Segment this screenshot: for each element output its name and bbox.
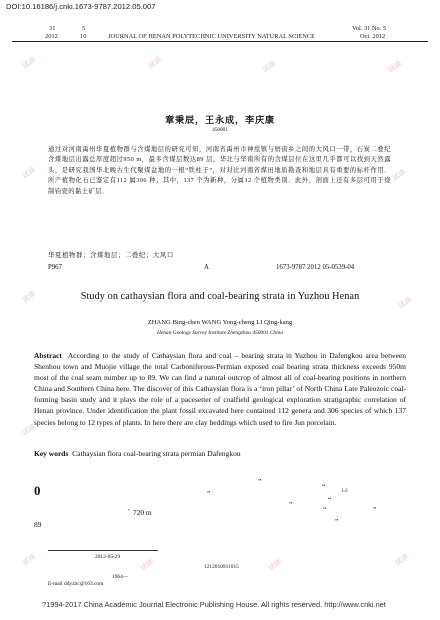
body-quote-mark: ” <box>207 489 211 498</box>
en-title: Study on cathaysian flora and coal-bearing strata in Yuzhou Henan <box>80 291 360 302</box>
watermark: 试读 <box>138 557 156 573</box>
header-month-cn: 10 <box>80 33 87 40</box>
watermark: 试读 <box>20 165 38 181</box>
body-citation-superscript: 1-2 <box>341 489 348 494</box>
body-quote-mark: “ <box>322 482 326 491</box>
journal-name: JOURNAL OF HENAN POLYTECHNIC UNIVERSITY NATURAL SCIENCE <box>108 33 316 40</box>
body-quote-mark: “ <box>323 505 327 514</box>
watermark: 试读 <box>393 552 411 568</box>
watermark: 试读 <box>20 55 38 71</box>
en-keywords-text: Cathaysian flora coal-bearing strata permian Dafengkou <box>72 449 241 458</box>
header-date-en: Oct. 2012 <box>360 33 386 40</box>
section-number: 0 <box>34 483 41 498</box>
body-comma: , <box>128 503 130 512</box>
cn-article-id: 1673-9787 2012 05-0539-04 <box>276 264 355 271</box>
watermark: 试读 <box>386 59 404 75</box>
body-quote-mark: “ <box>328 495 332 504</box>
cn-affiliation: 450001 <box>212 127 228 133</box>
en-keywords <box>34 449 241 458</box>
body-quote-mark: ” <box>373 505 377 514</box>
watermark: 试读 <box>20 289 38 305</box>
en-abstract <box>34 350 406 428</box>
copyright-notice: ?1994-2017 China Academic Journal Electronic Publishing House. All rights reserved. http://www.cnki.net <box>42 600 386 609</box>
en-affiliation: Henan Geology Survey Institute Zhengzhou 450001 China <box>156 330 284 336</box>
cn-keywords: 华夏植物群；含煤地层；二叠纪；大风口 <box>48 252 174 259</box>
header-volume-cn: 31 <box>49 25 56 32</box>
en-authors: ZHANG Bing-chen WANG Yong-cheng LI Qing-kang <box>147 319 293 326</box>
footnote-grant-number: 1212010911015 <box>204 564 239 570</box>
header-rule <box>12 41 428 42</box>
header-volume-en: Vol. 31 No. 5 <box>352 25 387 32</box>
body-quote-mark: ” <box>289 500 293 509</box>
footnote-rule <box>48 550 158 551</box>
watermark: 试读 <box>20 552 38 568</box>
watermark: 试读 <box>396 295 414 311</box>
body-thickness: 720 m <box>133 508 152 517</box>
doi-label: DOI:10.16186/j.cnki.1673-9787.2012.05.007 <box>6 2 156 11</box>
watermark: 试读 <box>146 55 164 71</box>
cn-abstract: 通过对河南禹州华夏植物群与含煤地层的研究可知，河南省禹州市神垕镇与磨街乡之间的大风口一带，石炭二叠纪含煤地层出露总厚度超过950 m，最多含煤层数达89 层，华北与华南所有的含煤层位在这里几乎都可以找到天然露头，是研究我国华北晚古生代聚煤盆地的一根“铁柱子”，对对比河南省煤田地质勘查和地层具有重要的标杆作用．所产植物化石已鉴定有112 属306 种；其中，137 个为新种，分属12 个植物类别．此外，剖面上还有多层可用于烧制钧瓷的黏土矿层． <box>48 146 391 195</box>
body-seam-count: 89 <box>34 520 42 529</box>
en-abstract-label: Abstract <box>34 351 62 360</box>
en-abstract-text: According to the study of Cathaysian flora and coal – bearing strata in Yuzhou in Dafengkou area between Shenhou town and Muojie village the total Carboniferous-Permian exposed coal bearing strata thickness exceeds 950m most of the coal seam number up to 89. We can find a natural outcrop of almost all of coal-bearing positions in northern China and Southern China here. The discover of this Cathaysian flora is a ‘iron pillar’ of North China Late Paleozoic coal-forming basin study and it plays the role of a pacesetter of coalfield geological exploration stratigraphic correlation of Henan province. Under identification the plant fossil excavated here contained 112 genera and 306 species of which 137 species belong to 12 types of plants. In here there are clay beddings which used to fire Jun porcelain. <box>34 351 407 427</box>
footnote-email: E-mail ddyzbc@163.com <box>48 581 104 587</box>
body-quote-mark: ” <box>335 517 339 526</box>
watermark: 试读 <box>390 167 408 183</box>
header-year-cn: 2012 <box>45 33 58 40</box>
watermark: 试读 <box>266 557 284 573</box>
en-keywords-label: Key words <box>34 449 69 458</box>
cn-class-number: P967 <box>48 264 62 271</box>
watermark: 试读 <box>20 422 38 438</box>
header-issue-cn: 5 <box>82 25 86 32</box>
footnote-received-date: 2012-05-29 <box>95 554 121 560</box>
cn-authors: 章秉辰，王永成，李庆康 <box>165 115 275 125</box>
watermark: 试读 <box>260 59 278 75</box>
body-quote-mark: ” <box>258 477 262 486</box>
footnote-author-bio: 1964— <box>112 574 129 580</box>
cn-doc-code: A <box>204 264 209 271</box>
